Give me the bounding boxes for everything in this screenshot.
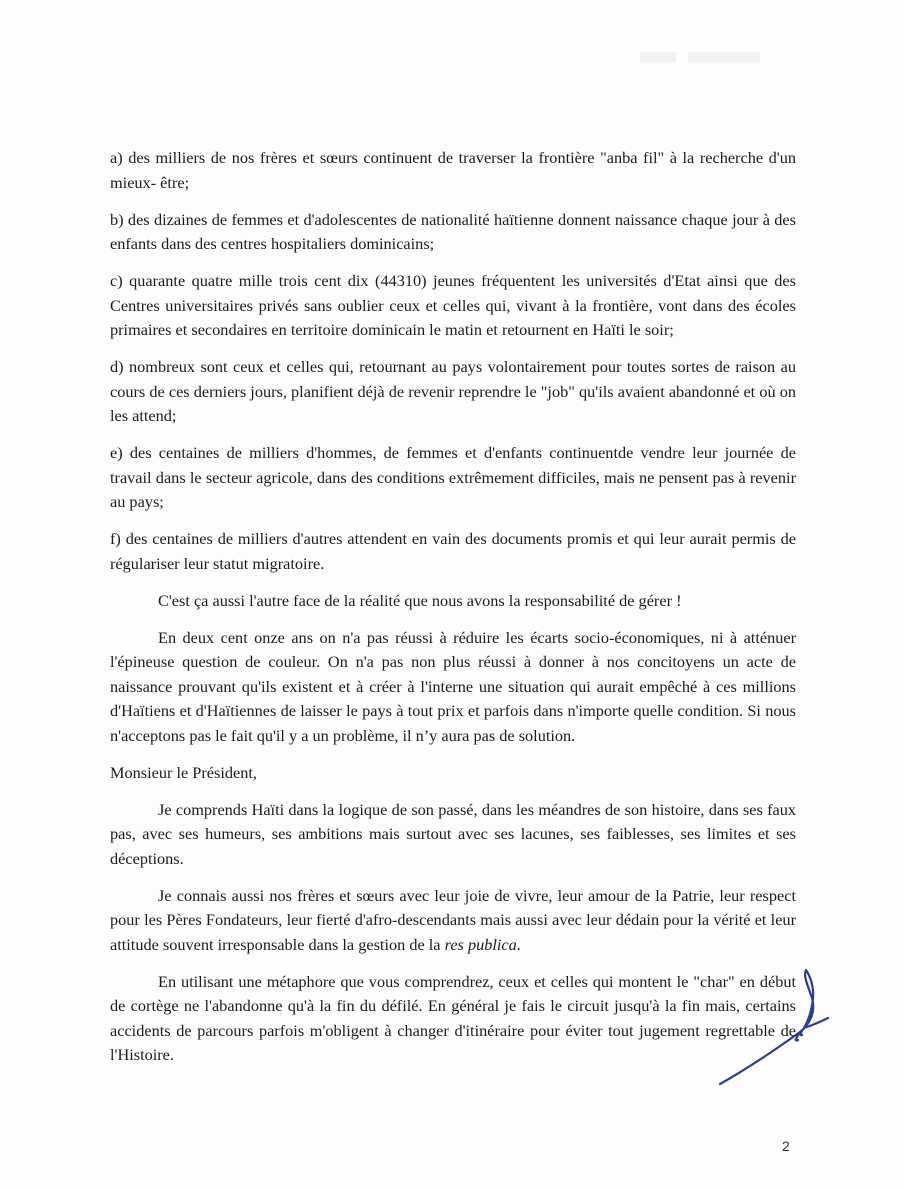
paragraph-know: [110, 884, 796, 958]
paragraph-metaphor: En utilisant une métaphore que vous comprendrez, ceux et celles qui montent le "char" en début de cortège ne l'abandonne qu'à la fin du défilé. En général je fais le circuit jusqu'à la fin mais, certains accidents de parcours parfois m'obligent à changer d'itinéraire pour éviter tout jugement regrettable de l'Histoire.: [110, 971, 796, 1064]
page-number: 2: [782, 1138, 790, 1154]
paragraph-reality: C'est ça aussi l'autre face de la réalité que nous avons la responsabilité de gérer !: [158, 590, 682, 610]
paragraph-b: b) des dizaines de femmes et d'adolescentes de nationalité haïtienne donnent naissance chaque jour à des enfants dans des centres hospitaliers dominicains;: [110, 209, 796, 253]
res-publica-italic: res publica: [444, 934, 517, 954]
bleed-through-mark: [640, 52, 760, 62]
paragraph-f: f) des centaines de milliers d'autres attendent en vain des documents promis et qui leur aurait permis de régulariser leur statut migratoire.: [110, 529, 796, 573]
paragraph-d: d) nombreux sont ceux et celles qui, retournant au pays volontairement pour toutes sortes de raison au cours de ces derniers jours, planifient déjà de revenir reprendre le "job" qu'ils avaient abandonné et où on les attend;: [110, 357, 796, 425]
salutation: Monsieur le Président,: [110, 762, 257, 782]
paragraph-know-text: Je connais aussi nos frères et sœurs avec leur joie de vivre, leur amour de la Patrie, leur respect pour les Pères Fondateurs, leur fierté d'afro-descendants mais aussi avec leur dédain pour la vérité et leur attitude souvent irresponsable dans la gestion de la: [110, 885, 796, 954]
paragraph-two-hundred-eleven: En deux cent onze ans on n'a pas réussi à réduire les écarts socio-économiques, ni à atténuer l'épineuse question de couleur. On n'a pas non plus réussi à donner à nos concitoyens un acte de naissance prouvant qu'ils existent et à créer à l'interne une situation qui aurait empêché à ces millions d'Haïtiens et d'Haïtiennes de laisser le pays à tout prix et parfois dans n'importe quelle condition. Si nous n'acceptons pas le fait qu'il y a un problème, il n’y aura pas de solution.: [110, 627, 796, 745]
paragraph-e: e) des centaines de milliers d'hommes, de femmes et d'enfants continuentde vendre leur journée de travail dans le secteur agricole, dans des conditions extrêmement difficiles, mais ne pensent pas à revenir au pays;: [110, 443, 796, 511]
paragraph-know-end: .: [516, 934, 521, 954]
paragraph-c: c) quarante quatre mille trois cent dix (44310) jeunes fréquentent les universités d'Etat ainsi que des Centres universitaires privés sans oublier ceux et celles qui, vivant à la frontière, vont dans des écoles primaires et secondaires en territoire dominicain le matin et retournent en Haïti le soir;: [110, 271, 796, 339]
paragraph-a: a) des milliers de nos frères et sœurs continuent de traverser la frontière "anba fil" à la recherche d'un mieux- être;: [110, 148, 796, 192]
paragraph-understand: Je comprends Haïti dans la logique de son passé, dans les méandres de son histoire, dans ses faux pas, avec ses humeurs, ses ambitions mais surtout avec ses lacunes, ses faiblesses, ses limites et ses déceptions.: [110, 799, 796, 868]
handwritten-signature: [700, 962, 840, 1092]
letter-body: [110, 146, 796, 1080]
